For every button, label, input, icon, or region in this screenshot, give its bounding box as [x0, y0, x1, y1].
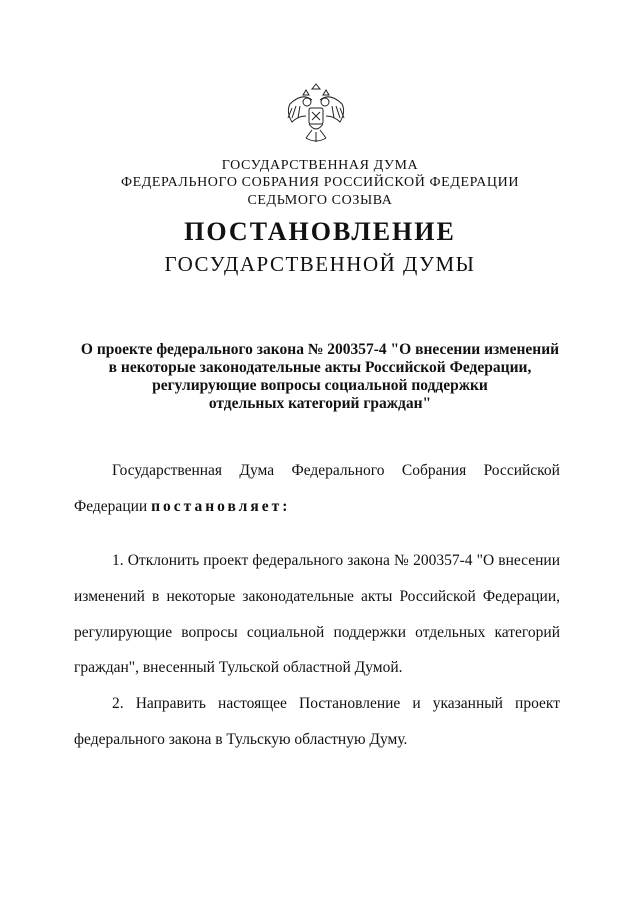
- preamble-word: Российской: [483, 462, 560, 479]
- subject-line-3: регулирующие вопросы социальной поддержки: [152, 377, 488, 394]
- coat-of-arms-emblem: [276, 78, 356, 150]
- preamble-word: Собрания: [401, 462, 467, 479]
- preamble-word: Федерального: [291, 462, 385, 479]
- item1-line-4: граждан", внесенный Тульской областной Думой.: [74, 659, 403, 676]
- subject-line-1: О проекте федерального закона № 200357-4 "О внесении изменений: [80, 341, 560, 358]
- enacting-word: постановляет:: [151, 498, 291, 515]
- preamble-word: Дума: [239, 462, 275, 479]
- subject-line-4: отдельных категорий граждан": [208, 395, 432, 412]
- preamble-line-1: [74, 462, 560, 480]
- header-federal-assembly: ФЕДЕРАЛЬНОГО СОБРАНИЯ РОССИЙСКОЙ ФЕДЕРАЦИИ: [120, 175, 520, 190]
- header-duma: ГОСУДАРСТВЕННАЯ ДУМА: [221, 158, 419, 173]
- preamble-word: Государственная: [112, 462, 223, 479]
- item1-line-1: 1. Отклонить проект федерального закона № 200357-4 "О внесении: [112, 552, 560, 569]
- document-subtitle: ГОСУДАРСТВЕННОЙ ДУМЫ: [164, 252, 476, 276]
- item1-line-3: регулирующие вопросы социальной поддержки отдельных категорий: [74, 624, 560, 641]
- subject-line-2: в некоторые законодательные акты Российской Федерации,: [108, 359, 532, 376]
- preamble-text: Федерации: [74, 498, 148, 515]
- preamble-line-2: [74, 498, 560, 516]
- item2-line-2: федерального закона в Тульскую областную Думу.: [74, 731, 408, 748]
- item2-line-1: 2. Направить настоящее Постановление и указанный проект: [112, 695, 560, 712]
- header-convocation: СЕДЬМОГО СОЗЫВА: [247, 193, 393, 208]
- item1-line-2: изменений в некоторые законодательные акты Российской Федерации,: [74, 588, 560, 605]
- document-title: ПОСТАНОВЛЕНИЕ: [184, 217, 456, 246]
